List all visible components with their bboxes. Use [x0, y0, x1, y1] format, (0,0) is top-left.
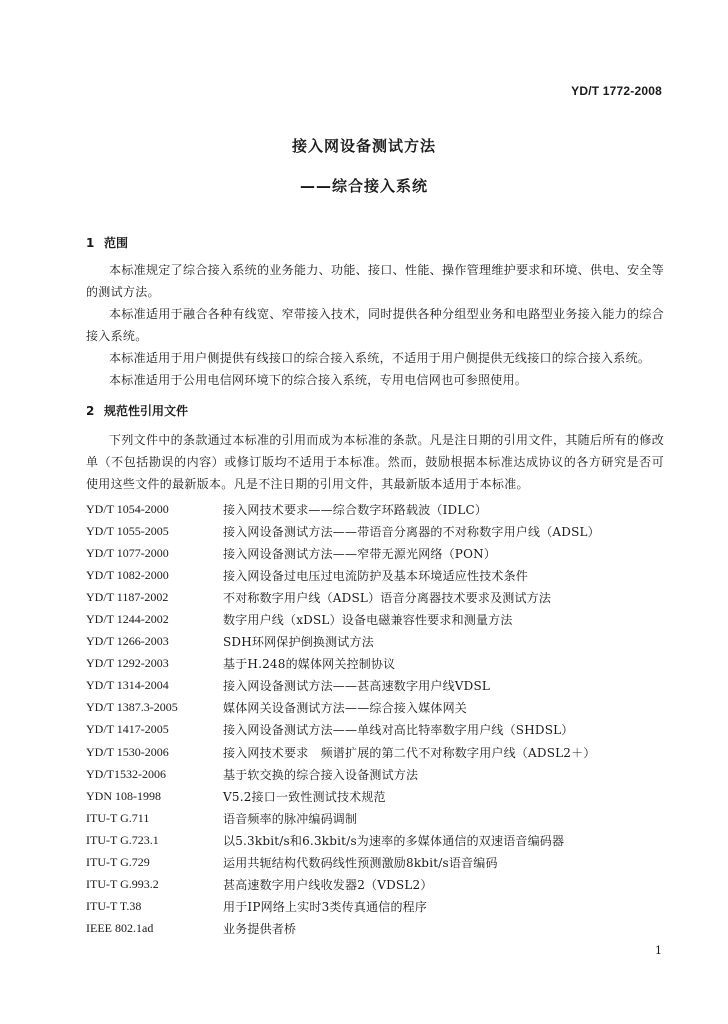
normative-references-intro: 下列文件中的条款通过本标准的引用而成为本标准的条款。凡是注日期的引用文件，其随后所有的修改单（不包括勘误的内容）或修订版均不适用于本标准。然而，鼓励根据本标准达成协议的各方研究是否可使用这些文件的最新版本。凡是不注日期的引用文件，其最新版本适用于本标准。 [86, 433, 664, 491]
page-number: 1 [655, 944, 662, 957]
reference-item [86, 498, 664, 520]
reference-item [86, 763, 664, 785]
reference-title: 接入网设备测试方法——单线对高比特率数字用户线（SHDSL） [223, 723, 574, 738]
reference-title: 业务提供者桥 [223, 922, 297, 937]
reference-code: YD/T 1077-2000 [86, 545, 169, 560]
reference-code: YD/T 1266-2003 [86, 634, 169, 649]
reference-code: YD/T 1187-2002 [86, 589, 169, 604]
reference-code: ITU-T G.711 [86, 810, 150, 825]
reference-code: ITU-T T.38 [86, 899, 142, 914]
section-2-number: 2 [86, 404, 95, 418]
reference-title: V5.2接口一致性测试技术规范 [223, 789, 386, 804]
reference-item [86, 874, 664, 896]
reference-item [86, 785, 664, 807]
scope-paragraph-1: 本标准规定了综合接入系统的业务能力、功能、接口、性能、操作管理维护要求和环境、供电、安全等的测试方法。 [86, 263, 664, 299]
reference-title: 基于H.248的媒体网关控制协议 [223, 657, 396, 672]
reference-title: 接入网技术要求 频谱扩展的第二代不对称数字用户线（ADSL2＋） [223, 745, 596, 760]
reference-title: 接入网设备测试方法——甚高速数字用户线VDSL [223, 679, 491, 694]
reference-item [86, 608, 664, 630]
reference-item [86, 852, 664, 874]
reference-item [86, 697, 664, 719]
reference-item [86, 653, 664, 675]
reference-item [86, 896, 664, 918]
reference-code: YD/T 1530-2006 [86, 744, 169, 759]
reference-code: YD/T 1055-2005 [86, 523, 169, 538]
reference-code: IEEE 802.1ad [86, 921, 154, 936]
reference-title: 甚高速数字用户线收发器2（VDSL2） [223, 878, 433, 893]
reference-code: YD/T 1387.3-2005 [86, 700, 178, 715]
reference-title: 语音频率的脉冲编码调制 [223, 811, 358, 826]
reference-title: 接入网设备测试方法——带语音分离器的不对称数字用户线（ADSL） [223, 524, 600, 539]
scope-paragraph-2: 本标准适用于融合各种有线宽、窄带接入技术，同时提供各种分组型业务和电路型业务接入能力的综合接入系统。 [86, 307, 664, 343]
reference-title: 用于IP网络上实时3类传真通信的程序 [223, 900, 428, 915]
reference-code: YDN 108-1998 [86, 788, 161, 803]
reference-item [86, 807, 664, 829]
reference-item [86, 719, 664, 741]
section-2-heading [86, 402, 188, 419]
reference-code: YD/T 1417-2005 [86, 722, 169, 737]
reference-item [86, 542, 664, 564]
reference-code: ITU-T G.729 [86, 855, 150, 870]
reference-item [86, 586, 664, 608]
document-title: 接入网设备测试方法 [291, 137, 436, 155]
reference-title: 运用共轭结构代数码线性预测激励8kbit/s语音编码 [223, 856, 498, 871]
section-1-title: 范围 [104, 236, 129, 250]
scope-paragraph-4: 本标准适用于公用电信网环境下的综合接入系统，专用电信网也可参照使用。 [109, 373, 528, 387]
reference-code: ITU-T G.723.1 [86, 832, 159, 847]
reference-list [86, 498, 664, 940]
reference-title: 接入网设备测试方法——窄带无源光网络（PON） [223, 546, 497, 561]
document-subtitle: ——综合接入系统 [299, 177, 428, 195]
reference-item [86, 675, 664, 697]
reference-code: YD/T 1054-2000 [86, 501, 169, 516]
reference-code: ITU-T G.993.2 [86, 877, 159, 892]
reference-code: YD/T 1314-2004 [86, 678, 169, 693]
section-2-title: 规范性引用文件 [104, 404, 189, 418]
reference-title: 基于软交换的综合接入设备测试方法 [223, 767, 419, 782]
reference-code: YD/T1532-2006 [86, 766, 166, 781]
section-1-number: 1 [86, 236, 95, 250]
reference-title: 接入网技术要求——综合数字环路载波（IDLC） [223, 502, 488, 517]
reference-title: SDH环网保护倒换测试方法 [223, 635, 374, 650]
reference-code: YD/T 1244-2002 [86, 612, 169, 627]
section-1-heading [86, 234, 128, 251]
reference-title: 媒体网关设备测试方法——综合接入媒体网关 [223, 701, 468, 716]
reference-item [86, 520, 664, 542]
reference-item [86, 918, 664, 940]
reference-title: 不对称数字用户线（ADSL）语音分离器技术要求及测试方法 [223, 590, 552, 605]
reference-item [86, 631, 664, 653]
reference-item [86, 564, 664, 586]
reference-code: YD/T 1292-2003 [86, 656, 169, 671]
reference-code: YD/T 1082-2000 [86, 567, 169, 582]
reference-title: 数字用户线（xDSL）设备电磁兼容性要求和测量方法 [223, 613, 513, 628]
reference-item [86, 829, 664, 851]
standard-code: YD/T 1772-2008 [571, 84, 662, 98]
scope-paragraph-3: 本标准适用于用户侧提供有线接口的综合接入系统，不适用于用户侧提供无线接口的综合接入系统。 [109, 351, 651, 365]
reference-item [86, 741, 664, 763]
reference-title: 以5.3kbit/s和6.3kbit/s为速率的多媒体通信的双速语音编码器 [223, 833, 565, 848]
reference-title: 接入网设备过电压过电流防护及基本环境适应性技术条件 [223, 568, 529, 583]
